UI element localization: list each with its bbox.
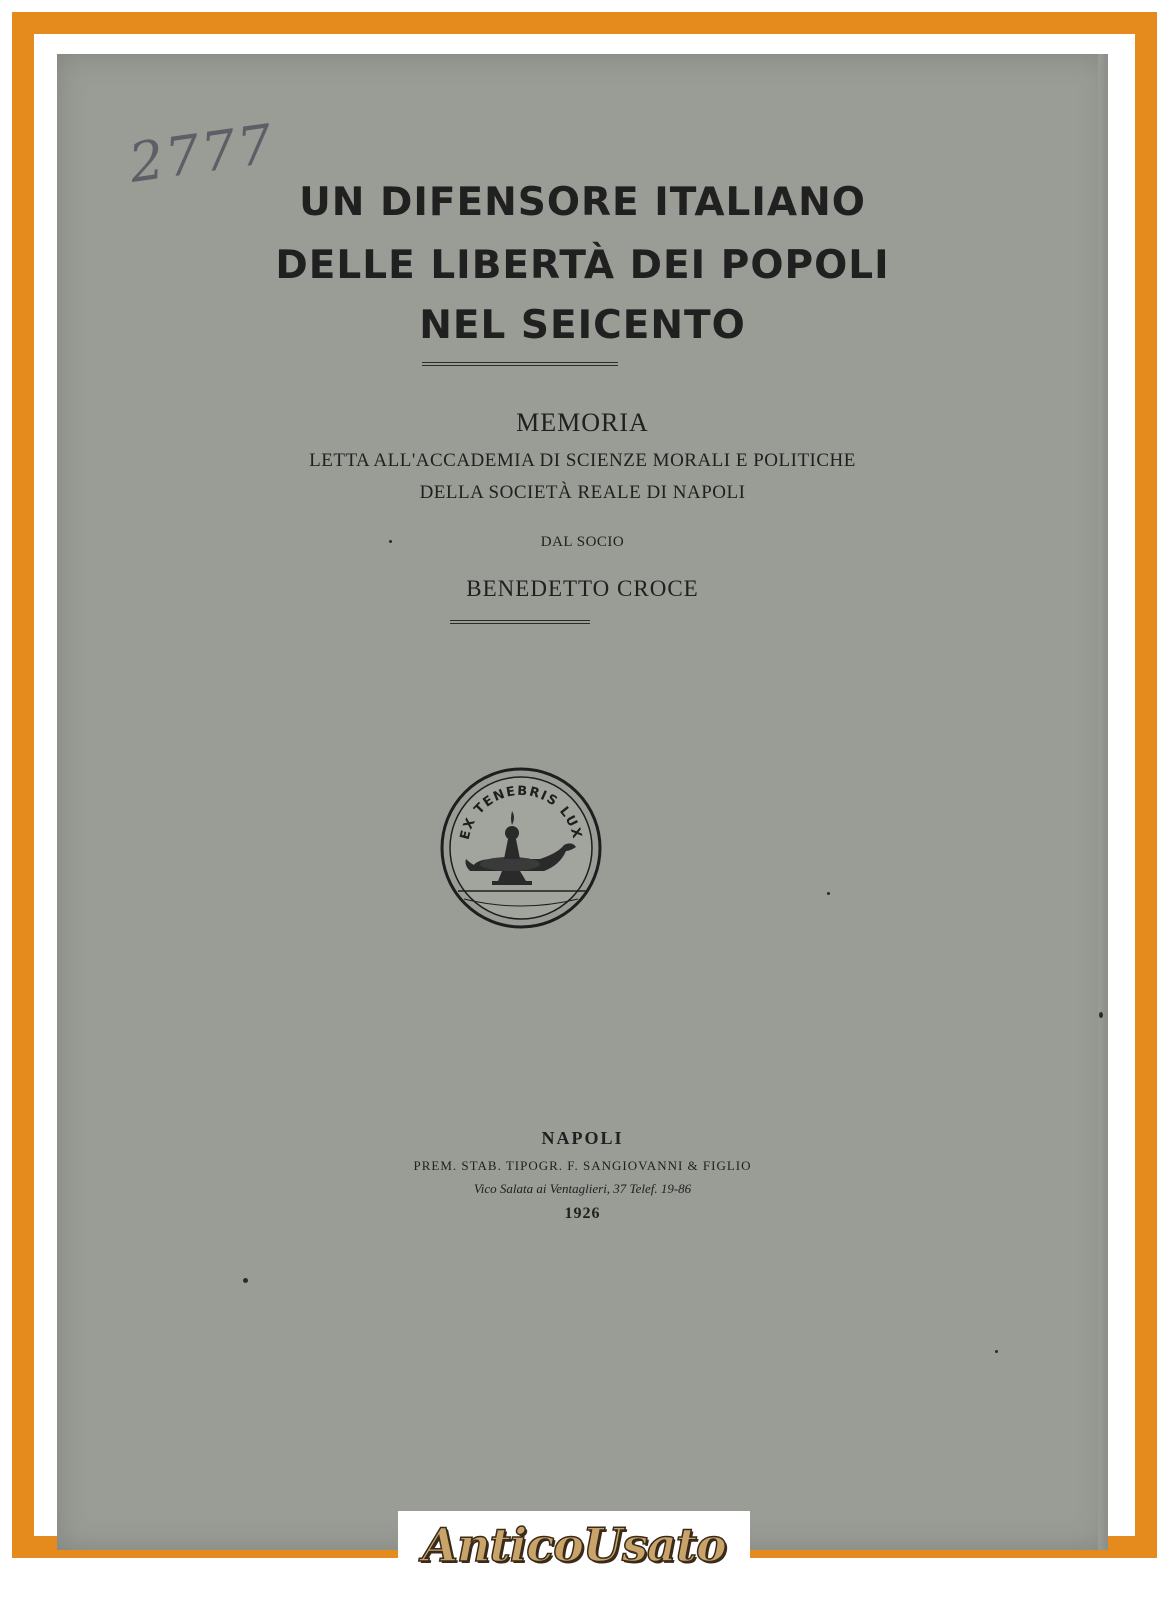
brand-logo [398, 1511, 750, 1579]
publisher-emblem [440, 767, 602, 929]
subtitle-line-1: LETTA ALL'ACCADEMIA DI SCIENZE MORALI E POLITICHE [309, 450, 856, 471]
imprint-year: 1926 [564, 1205, 601, 1222]
dal-socio-label: DAL SOCIO [540, 534, 625, 550]
paper-speck [827, 892, 830, 895]
title-line-1: UN DIFENSORE ITALIANO [299, 180, 866, 225]
imprint-city: NAPOLI [541, 1128, 624, 1148]
title-divider [422, 362, 618, 366]
handwritten-number: 2777 [125, 112, 279, 195]
paper-speck [243, 1278, 248, 1283]
imprint-address: Vico Salata ai Ventaglieri, 37 Telef. 19-86 [473, 1181, 692, 1196]
book-cover-page [57, 54, 1108, 1550]
author-divider [450, 620, 590, 624]
emblem-motto: EX TENEBRIS LUX [457, 783, 585, 842]
title-line-3: NEL SEICENTO [419, 303, 746, 348]
memoria-heading: MEMORIA [516, 408, 649, 437]
paper-speck [389, 540, 392, 543]
imprint-printer: PREM. STAB. TIPOGR. F. SANGIOVANNI & FIGLIO [413, 1158, 752, 1173]
title-line-2: DELLE LIBERTÀ DEI POPOLI [275, 243, 890, 288]
paper-speck [995, 1350, 998, 1353]
paper-speck [1099, 1012, 1103, 1018]
brand-logo-text: AnticoUsato [422, 1518, 726, 1572]
author-name: BENEDETTO CROCE [466, 576, 699, 601]
subtitle-line-2: DELLA SOCIETÀ REALE DI NAPOLI [419, 482, 746, 503]
